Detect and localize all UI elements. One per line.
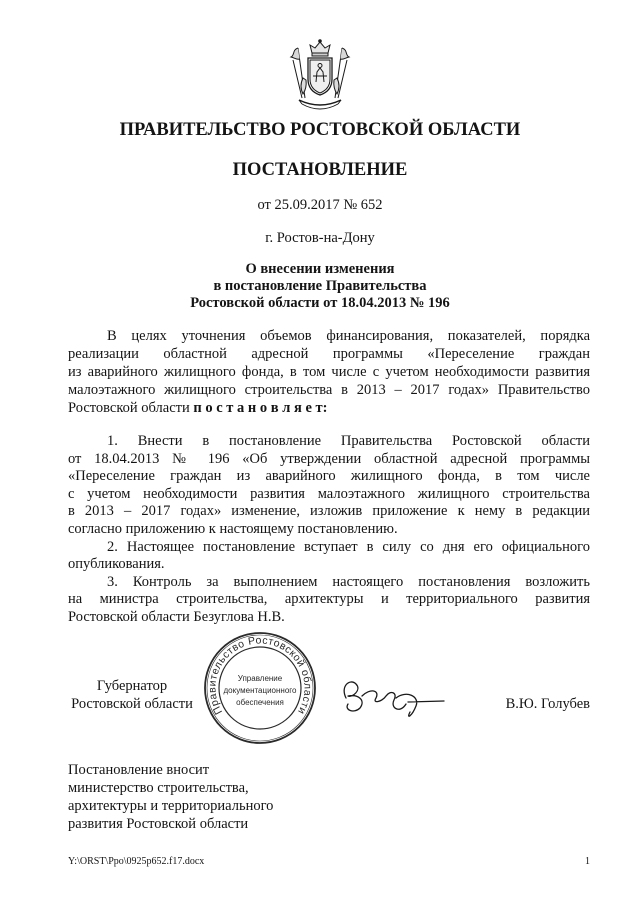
preamble-line: В целях уточнения объемов финансирования, показателей, порядка <box>107 328 590 344</box>
item-line: Ростовской области Безуглова Н.В. <box>68 608 285 625</box>
preamble-line: из аварийного жилищного фонда, в том числе с учетом необходимости развития <box>68 364 590 380</box>
official-stamp <box>203 631 317 745</box>
decree-items <box>68 433 590 627</box>
organization-name: ПРАВИТЕЛЬСТВО РОСТОВСКОЙ ОБЛАСТИ <box>119 120 521 140</box>
stamp-inner-line: обеспечения <box>236 698 284 707</box>
preamble-line: малоэтажного жилищного строительства в 2013 – 2017 годах» Правительство <box>68 382 590 398</box>
submitted-by <box>68 761 273 833</box>
preamble-paragraph <box>68 327 590 417</box>
signatory-position <box>62 677 202 713</box>
item-line: от 18.04.2013 № 196 «Об утверждении областной адресной программы <box>68 450 590 467</box>
stamp-inner-line: документационного <box>223 686 297 695</box>
signatory-position-line: Ростовской области <box>71 696 193 712</box>
document-type: ПОСТАНОВЛЕНИЕ <box>232 160 408 180</box>
item-line: «Переселение граждан из аварийного жилищного фонда, в том числе <box>68 468 590 485</box>
preamble-last-line-text: Ростовской области <box>68 400 194 416</box>
document-city: г. Ростов-на-Дону <box>265 230 375 246</box>
item-line: 2. Настоящее постановление вступает в силу со дня его официального <box>107 538 590 555</box>
preamble-line <box>68 399 590 417</box>
submitted-by-line: Постановление вносит <box>68 762 210 778</box>
signatory-name: В.Ю. Голубев <box>505 696 590 712</box>
footer-file-path: Y:\ORST\Ppo\0925p652.f17.docx <box>68 856 205 867</box>
stamp-ring-textpath: Правительство Ростовской области <box>206 634 314 717</box>
item-line: с учетом необходимости развития малоэтажного жилищного строительства <box>68 485 590 502</box>
title-line: О внесении изменения <box>245 261 395 277</box>
decree-item-1 <box>68 433 590 539</box>
item-line: 1. Внести в постановление Правительства Ростовской области <box>107 433 590 449</box>
signatory-position-line: Губернатор <box>96 678 168 694</box>
submitted-by-line: развития Ростовской области <box>68 816 249 832</box>
coat-of-arms-emblem <box>289 38 351 116</box>
item-line: согласно приложению к настоящему постановлению. <box>68 520 398 537</box>
document-title <box>0 261 640 312</box>
preamble-line: реализации областной адресной программы «Переселение граждан <box>68 346 590 362</box>
submitted-by-line: министерство строительства, <box>68 780 249 796</box>
stamp-inner-line: Управление <box>237 674 283 683</box>
handwritten-signature <box>336 668 448 724</box>
submitted-by-line: архитектуры и территориального <box>68 798 274 814</box>
item-line: на министра строительства, архитектуры и территориального развития <box>68 591 590 608</box>
page-number: 1 <box>585 856 590 867</box>
title-line: в постановление Правительства <box>213 278 427 294</box>
decree-word: п о с т а н о в л я е т: <box>193 400 328 416</box>
item-line: в 2013 – 2017 годах» изменение, изложив приложение к нему в редакции <box>68 503 590 520</box>
item-line: опубликования. <box>68 556 165 573</box>
decree-item-3 <box>68 574 590 627</box>
item-line: 3. Контроль за выполнением настоящего постановления возложить <box>107 573 590 590</box>
document-date-number: от 25.09.2017 № 652 <box>257 197 383 213</box>
decree-item-2 <box>68 539 590 574</box>
title-line: Ростовской области от 18.04.2013 № 196 <box>190 295 450 311</box>
